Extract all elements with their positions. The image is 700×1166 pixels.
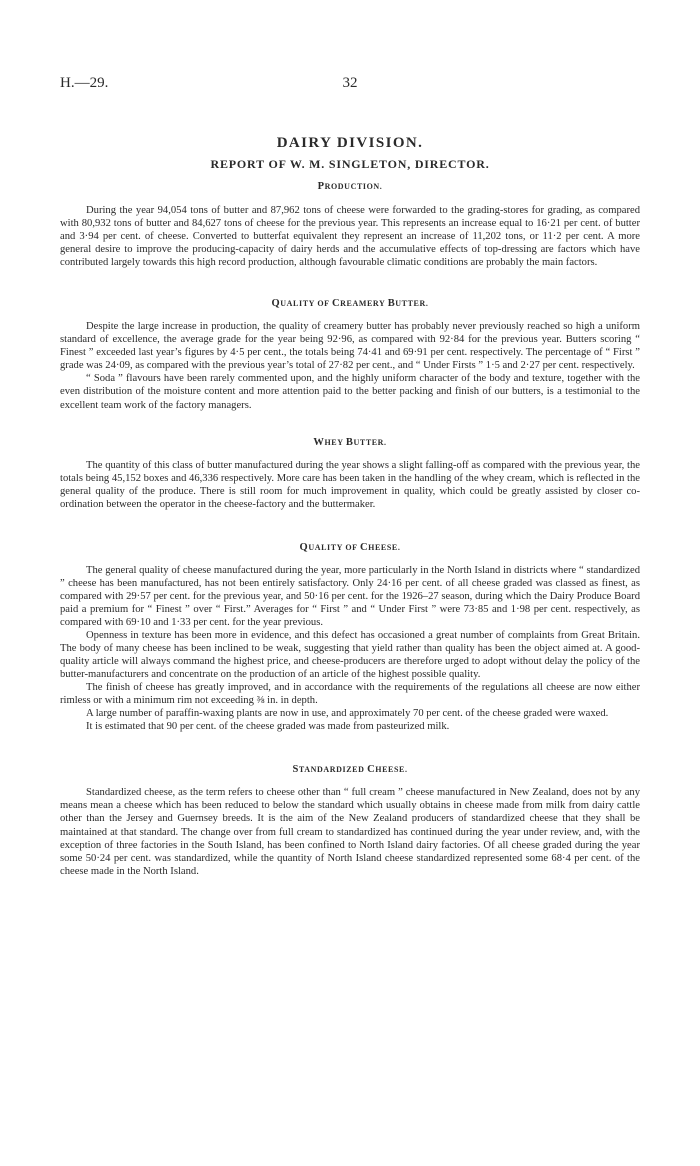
section-heading-production: PRODUCTION. (317, 181, 383, 192)
section-quality-creamery-butter (60, 297, 640, 411)
section-heading-quality-creamery-butter: QUALITY OF CREAMERY BUTTER. (271, 298, 429, 310)
section-production (60, 180, 640, 269)
paragraph: Despite the large increase in production, the quality of creamery butter has probably never previously reached so high a uniform standard of excellence, the average grade for the year being 92·96, as compared with 92·84 for the previous year. Butters scoring “ Finest ” exceeded last year’s figures by 4·5 per cent., the totals being 74·41 and 69·91 per cent. respectively. The percentage of “ First ” grade was 24·09, as compared with the previous year’s total of 27·82 per cent., and “ Under Firsts ” 1·5 and 2·27 per cent. respectively. (60, 321, 640, 372)
section-heading-whey-butter: WHEY BUTTER. (313, 436, 387, 448)
section-standardized-cheese (60, 763, 640, 877)
paragraph: The quantity of this class of butter manufactured during the year shows a slight falling-off as compared with the previous year, the totals being 45,152 boxes and 46,336 respectively. More care has been taken in the handling of the whey cream, which is reflected in the general quality of the produce. There is still room for much improvement in quality, which could be greatly assisted by closer co-ordination between the operator in the cheese-factory and the buttermaker. (60, 459, 640, 510)
paragraph: The general quality of cheese manufactured during the year, more particularly in the North Island in districts where “ standardized ” cheese has been manufactured, has not been entirely satisfactory. Only 24·16 per cent. of all cheese graded was classed as finest, as compared with 29·57 per cent. for the previous year, and 50·16 per cent. for the 1926–27 season, during which the Dairy Produce Board paid a premium for “ Finest ” over “ First.” Averages for “ First ” and “ Under First ” were 73·85 and 1·98 per cent. respectively, as compared with 69·10 and 1·33 per cent. for the year previous. (60, 564, 640, 628)
page-number: 32 (342, 75, 358, 91)
section-heading-quality-cheese: QUALITY OF CHEESE. (299, 541, 401, 553)
report-subtitle: REPORT OF W. M. SINGLETON, DIRECTOR. (210, 157, 490, 171)
paragraph: It is estimated that 90 per cent. of the cheese graded was made from pasteurized milk. (86, 721, 450, 733)
paragraph: Openness in texture has been more in evidence, and this defect has occasioned a great number of complaints from Great Britain. The body of many cheese has been inclined to be weak, suggesting that yield rather than quality has been the object aimed at. A good-quality article will always command the highest price, and cheese-producers are therefore urged to adopt without delay the policy of the butter-manufacturers and concentrate on the production of an article of the highest possible quality. (60, 629, 640, 681)
report-title: DAIRY DIVISION. (276, 135, 424, 151)
section-quality-cheese (60, 541, 640, 734)
section-whey-butter (60, 436, 640, 511)
paragraph: A large number of paraffin-waxing plants are now in use, and approximately 70 per cent. of the cheese graded were waxed. (86, 708, 609, 720)
section-heading-standardized-cheese: STANDARDIZED CHEESE. (292, 764, 408, 776)
paragraph: The finish of cheese has greatly improved, and in accordance with the requirements of the regulations all cheese are now either rimless or with a minimum rim not exceeding ⅜ in. in depth. (60, 682, 640, 707)
report-body (60, 134, 640, 878)
paragraph: Standardized cheese, as the term refers to cheese other than “ full cream ” cheese manufactured in New Zealand, does not by any means mean a cheese which has been reduced to below the standard which usually obtains in cheese made from milk from dairy cattle other than the Jersey and Guernsey breeds. It is the aim of the New Zealand producers of standardized cheese that they shall be maintained at that standard. The change over from full cream to standardized has continued during the year under review, and, with the exception of three factories in the South Island, has been confined to North Island dairy factories. Of all cheese graded during the year some 50·24 per cent. was standardized, while the quantity of North Island cheese standardized represented some 68·4 per cent. of the cheese made in the North Island. (60, 787, 640, 877)
paragraph: During the year 94,054 tons of butter and 87,962 tons of cheese were forwarded to the grading-stores for grading, as compared with 80,932 tons of butter and 84,627 tons of cheese for the previous year. This represents an increase equal to 16·21 per cent. of butter and 3·94 per cent. of cheese. Converted to butterfat equivalent they represent an increase of 11,202 tons, or 11·2 per cent. A more general desire to improve the producing-capacity of dairy herds and the accumulative effects of top-dressing are factors which have contributed largely towards this high record production, although favourable climatic conditions are probably the main factors. (60, 205, 640, 269)
paragraph: “ Soda ” flavours have been rarely commented upon, and the highly uniform character of the body and texture, together with the even distribution of the moisture content and more attention paid to the better packing and finish of our butters, is a testimonial to the excellent team work of the factory managers. (60, 373, 640, 411)
document-reference: H.—29. (60, 75, 109, 91)
